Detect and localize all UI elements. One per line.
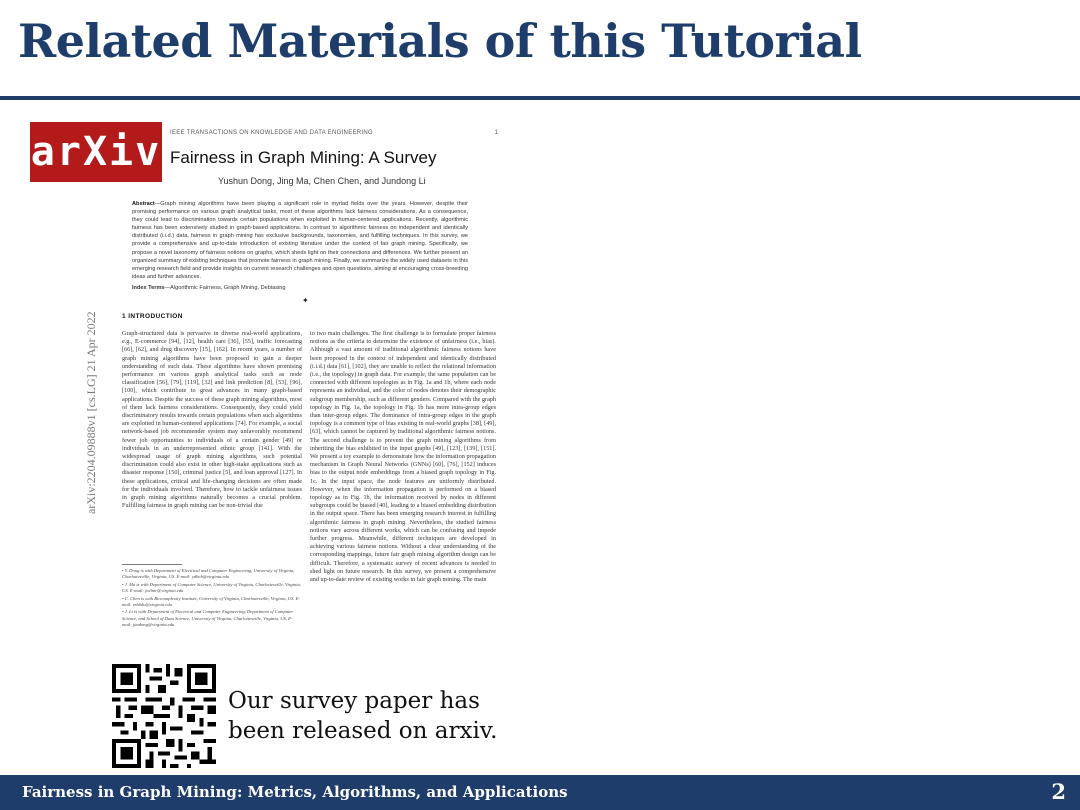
paper-footnotes (122, 568, 302, 630)
abstract-text: —Graph mining algorithms have been playing a significant role in myriad fields over the years. However, despite their promising performance on various graph analytical tasks, most of these algorithms lack fairness considerations. As a consequence, they could lead to discrimination towards certain populations when exploited in human-centered applications. Recently, algorithmic fairness has been extensively studied in graph-based applications. In contrast to algorithmic fairness on independent and identically distributed (i.i.d.) data, fairness in graph mining has exclusive backgrounds, taxonomies, and fulfilling techniques. In this survey, we provide a comprehensive and up-to-date introduction of existing literature under the context of fair graph mining. Specifically, we propose a novel taxonomy of fairness notions on graphs, which sheds light on their connections and differences. We further present an organized summary of existing techniques that promote fairness in graph mining. Finally, we summarize the widely used datasets in this emerging research field and provide insights on current research challenges and open questions, aiming at encouraging cross-breeding ideas and further advances. (132, 201, 468, 280)
index-terms-label: Index Terms (132, 285, 165, 291)
paper-authors: Yushun Dong, Jing Ma, Chen Chen, and Jundong Li (218, 176, 426, 186)
paper-column-left: Graph-structured data is pervasive in diverse real-world applications, e.g., E-commerce [94], [12], health care [36], [55], traffic forecasting [66], [62], and drug discovery [15], [162]. In recent years, a number of graph mining algorithms have been proposed to gain a deeper understanding of such data. These algorithms have shown promising performance on various graph analytical tasks such as node classification [56], [79], [119], [32] and link prediction [8], [53], [96], [100], which contribute to great advances in many graph-based applications. Despite the success of these graph mining algorithms, most of them lack fairness considerations. Consequently, they could yield discriminatory results towards certain populations when such algorithms are exploited in human-centered applications [74]. For example, a social network-based job recommender system may unfavorably recommend fewer job opportunities to individuals of a certain gender [49] or individuals in an underrepresented ethnic group [141]. With the widespread usage of graph mining algorithms, such potential discrimination could also exist in other high-stake applications such as disaster response [150], criminal justice [5], and loan approval [127]. In these applications, critical and life-changing decisions are often made for the individuals involved. Therefore, how to tackle unfairness issues in graph mining algorithms naturally becomes a crucial problem. Fulfilling fairness in graph mining can be non-trivial due (122, 330, 302, 510)
footnote: • J. Ma is with Department of Computer Science, University of Virginia, Charlottesville, Virginia, US. E-mail: jm3mr@virginia.edu (122, 581, 301, 594)
paper-title: Fairness in Graph Mining: A Survey (170, 148, 437, 167)
footnote: • J. Li is with Department of Electrical and Computer Engineering, Department of Computer Science, and School of Data Science, University of Virginia, Charlottesville, Virginia, US. E-mail: jundong@virginia.edu (122, 609, 294, 628)
index-terms-text: —Algorithmic Fairness, Graph Mining, Debiasing (164, 285, 286, 291)
abstract-label: Abstract (132, 201, 155, 207)
footnote-rule (122, 564, 182, 565)
footnote: • C. Chen is with Biocomplexity Institute, University of Virginia, Charlottesville, Virginia, US. E-mail: zrh6du@virginia.edu (122, 595, 301, 608)
paper-column-right: to two main challenges. The first challenge is to formulate proper fairness notions as the criteria to determine the existence of unfairness (i.e., bias). Although a vast amount of traditional algorithmic fairness notions have been proposed in the context of independent and identically distributed (i.i.d.) data [61], [102], they are unable to reflect the relational information (i.e., the topology) in graph data. For example, the same population can be connected with different topologies as in Fig. 1a and 1b, where each node represents an individual, and the color of nodes denotes their demographic subgroup membership, such as different genders. Compared with the graph topology in Fig. 1a, the topology in Fig. 1b has more intra-group edges than inter-group edges. The dominance of intra-group edges in the graph topology is a common type of bias existing in real-world graphs [38], [49], [63], which cannot be captured by traditional algorithmic fairness notions. The second challenge is to prevent the graph mining algorithms from inheriting the bias exhibited in the input graphs [49], [123], [139], [151]. We present a toy example to demonstrate how the information propagation mechanism in Graph Neural Networks (GNNs) [60], [76], [152] induces bias to the output node embeddings from a biased graph topology in Fig. 1c. In the input space, the node features are uniformly distributed. However, when the information propagation is performed on a biased topology as in Fig. 1b, the information received by nodes in different subgroups could be biased [40], leading to a biased embedding distribution in the output space. There has been emerging research interest in fulfilling algorithmic fairness in graph mining. Nevertheless, the studied fairness notions vary across different works, which can be confusing and impede further progress. Meanwhile, different techniques are developed in achieving various fairness notions. Without a clear understanding of the corresponding mappings, future fair graph mining algorithm design can be difficult. Therefore, a systematic survey of recent advances is needed to shed light on future research. In this survey, we present a comprehensive and up-to-date review of existing works in fair graph mining. The main (310, 330, 496, 584)
release-note-line: been released on arxiv. (228, 718, 498, 744)
paper-preview (30, 118, 508, 663)
paper-page-number: 1 (494, 130, 498, 136)
arxiv-identifier: arXiv:2204.09888v1 [cs.LG] 21 Apr 2022 (84, 311, 98, 514)
qr-code-icon[interactable] (112, 664, 216, 768)
title-divider (0, 96, 1080, 100)
arxiv-logo: arXiv (30, 122, 162, 182)
release-note (228, 686, 497, 746)
paper-abstract (132, 200, 468, 281)
footnote: • Y. Dong is with Department of Electrical and Computer Engineering, University of Virginia, Charlottesville, Virginia, US. E-mail: yd6eb@virginia.edu (122, 568, 295, 580)
journal-header: IEEE TRANSACTIONS ON KNOWLEDGE AND DATA ENGINEERING (170, 130, 373, 136)
section-heading: 1 INTRODUCTION (122, 313, 183, 320)
index-terms (132, 285, 285, 291)
slide-number: 2 (1051, 779, 1066, 804)
footer-title: Fairness in Graph Mining: Metrics, Algorithms, and Applications (22, 783, 568, 801)
slide-title: Related Materials of this Tutorial (18, 14, 862, 68)
separator-icon: ✦ (302, 296, 309, 305)
release-note-line: Our survey paper has (228, 688, 480, 714)
